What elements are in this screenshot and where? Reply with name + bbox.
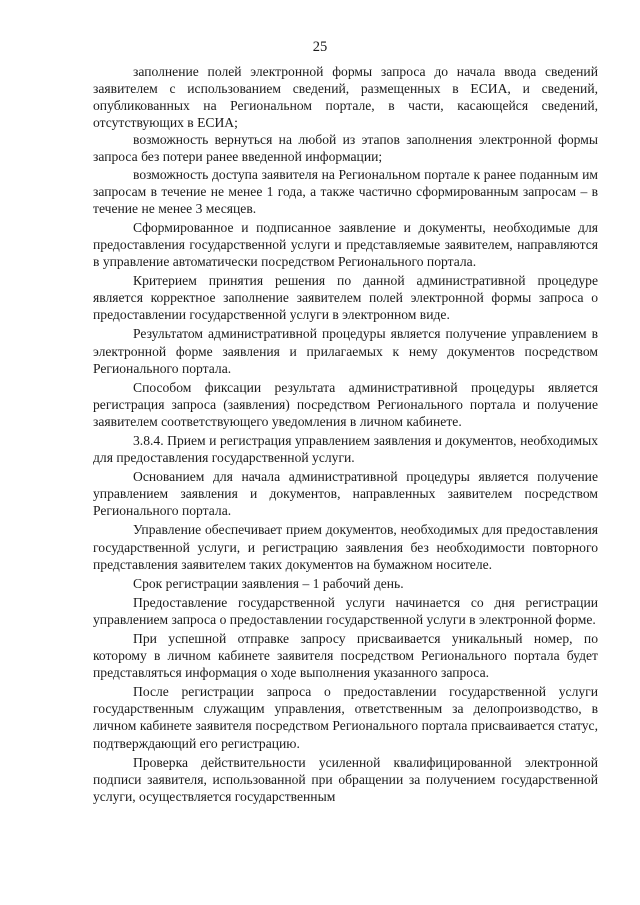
paragraph: Способом фиксации результата административной процедуры является регистрация запроса (заявления) посредством Регионального портала и получение заявителем соответствующего уведомления в личном кабинете. [93,379,598,429]
paragraph: заполнение полей электронной формы запроса до начала ввода сведений заявителем с использованием сведений, размещенных в ЕСИА, и сведений, опубликованных на Региональном портале, в части, касающейся сведений, отсутствующих в ЕСИА; [93,64,598,131]
paragraph: Критерием принятия решения по данной административной процедуре является корректное заполнение заявителем полей электронной формы запроса о предоставлении государственной услуги в электронном виде. [93,273,598,323]
paragraph: Проверка действительности усиленной квалифицированной электронной подписи заявителя, использованной при обращении за получением государственной услуги, осуществляется государственным [93,754,598,804]
paragraph: После регистрации запроса о предоставлении государственной услуги государственным служащим управления, ответственным за делопроизводство, в личном кабинете заявителя посредством Регионального портала присваивается статус, подтверждающий его регистрацию. [93,684,598,751]
paragraph: Сформированное и подписанное заявление и документы, необходимые для предоставления государственной услуги и представляемые заявителем, направляются в управление автоматически посредством Регионального портала. [93,219,598,270]
paragraph: Срок регистрации заявления – 1 рабочий день. [133,575,404,591]
paragraph: Основанием для начала административной процедуры является получение управлением заявления и документов, направленных заявителем посредством Регионального портала. [93,469,598,519]
page-number: 25 [312,39,328,55]
paragraph: Результатом административной процедуры является получение управлением в электронной форме заявления и прилагаемых к нему документов посредством Регионального портала. [93,326,598,376]
section-heading-3-8-4: 3.8.4. Прием и регистрация управлением заявления и документов, необходимых для предоставления государственной услуги. [93,432,598,466]
paragraph: Предоставление государственной услуги начинается со дня регистрации управлением запроса о предоставлении государственной услуги в электронной форме. [93,594,598,627]
paragraph: Управление обеспечивает прием документов, необходимых для предоставления государственной услуги, и регистрацию заявления без необходимости повторного представления заявителем таких документов на бумажном носителе. [93,522,598,572]
document-body [93,63,598,807]
paragraph: При успешной отправке запросу присваивается уникальный номер, по которому в личном кабинете заявителя посредством Регионального портала будет представляться информация о ходе выполнения указанного запроса. [93,631,598,681]
paragraph: возможность вернуться на любой из этапов заполнения электронной формы запроса без потери ранее введенной информации; [93,132,598,165]
paragraph: возможность доступа заявителя на Региональном портале к ранее поданным им запросам в течение не менее 1 года, а также частично сформированным запросам – в течение не менее 3 месяцев. [93,166,598,216]
